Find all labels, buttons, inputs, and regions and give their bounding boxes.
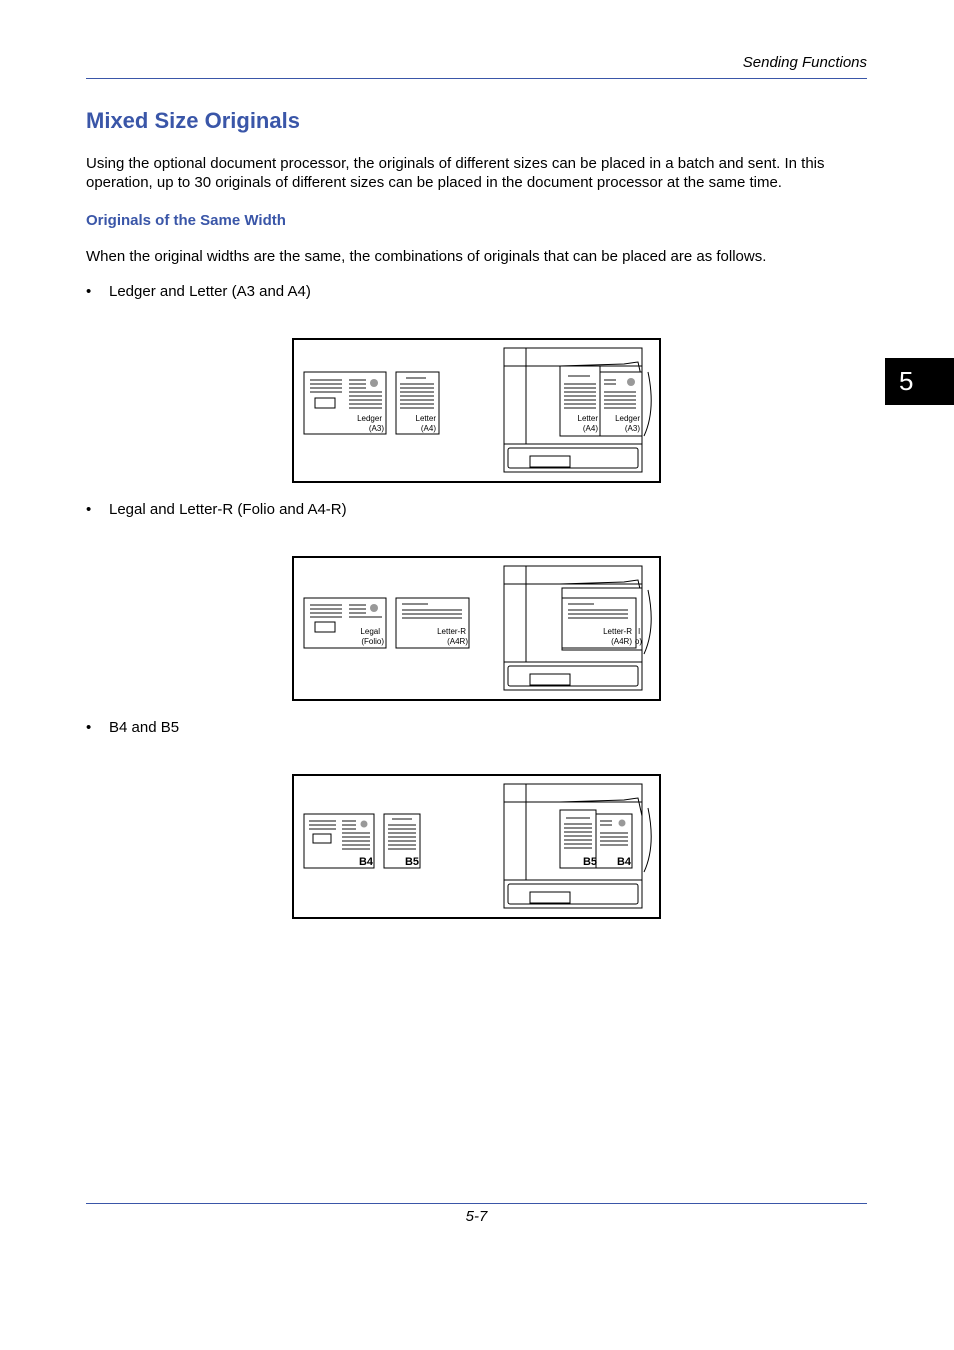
bullet-item: • B4 and B5 bbox=[86, 719, 180, 736]
figure-b4-b5 bbox=[292, 774, 661, 919]
tray2-sublabel: o) bbox=[634, 637, 642, 646]
section-intro: Using the optional document processor, the originals of different sizes can be placed in a batch and sent. In this operation, up to 30 originals of different sizes can be placed in the document processor at the same time. bbox=[86, 155, 825, 191]
original-document-large bbox=[304, 372, 386, 434]
figure-legal-letter-r bbox=[292, 556, 661, 701]
header-title: Sending Functions bbox=[742, 54, 867, 71]
chapter-tab: 5 bbox=[885, 358, 954, 405]
tray1-sublabel: (A4R) bbox=[611, 637, 632, 646]
doc2-label: Letter bbox=[415, 414, 436, 423]
original-document-large bbox=[304, 598, 386, 648]
tray2-sublabel: (A3) bbox=[624, 424, 640, 433]
original-document-small bbox=[384, 814, 420, 868]
tray1-label: B5 bbox=[582, 856, 597, 868]
tray2-label: Ledger bbox=[615, 414, 640, 423]
document-processor-illustration bbox=[504, 784, 651, 908]
doc2-sublabel: (A4R) bbox=[447, 637, 468, 646]
doc1-sublabel: (Folio) bbox=[361, 637, 384, 646]
doc2-sublabel: (A4) bbox=[420, 424, 436, 433]
doc1-sublabel: (A3) bbox=[368, 424, 384, 433]
bullet-text: Ledger and Letter (A3 and A4) bbox=[109, 283, 311, 300]
page-header bbox=[86, 52, 867, 79]
doc1-label: Legal bbox=[360, 627, 380, 636]
section-title: Mixed Size Originals bbox=[86, 108, 300, 133]
page-footer-rule bbox=[86, 1203, 867, 1204]
tray1-label: Letter-R bbox=[603, 627, 632, 636]
doc2-label: Letter-R bbox=[437, 627, 466, 636]
tray1-label: Letter bbox=[577, 414, 598, 423]
doc1-label: B4 bbox=[358, 856, 373, 868]
tray2-label: l bbox=[638, 627, 640, 636]
page-number: 5-7 bbox=[465, 1208, 488, 1225]
subsection-intro: When the original widths are the same, the combinations of originals that can be placed are as follows. bbox=[86, 248, 767, 265]
doc1-label: Ledger bbox=[357, 414, 382, 423]
original-document-small bbox=[396, 372, 439, 434]
tray2-label: B4 bbox=[616, 856, 631, 868]
figure-ledger-letter bbox=[292, 338, 661, 483]
bullet-item: • Legal and Letter-R (Folio and A4-R) bbox=[86, 501, 347, 518]
original-document-small bbox=[396, 598, 469, 648]
tray1-sublabel: (A4) bbox=[582, 424, 598, 433]
document-processor-illustration bbox=[504, 348, 651, 472]
doc2-label: B5 bbox=[404, 856, 419, 868]
subsection-title: Originals of the Same Width bbox=[86, 212, 286, 229]
bullet-text: Legal and Letter-R (Folio and A4-R) bbox=[109, 501, 347, 518]
bullet-item: • Ledger and Letter (A3 and A4) bbox=[86, 283, 311, 300]
original-document-large bbox=[304, 814, 374, 868]
bullet-text: B4 and B5 bbox=[109, 719, 180, 736]
